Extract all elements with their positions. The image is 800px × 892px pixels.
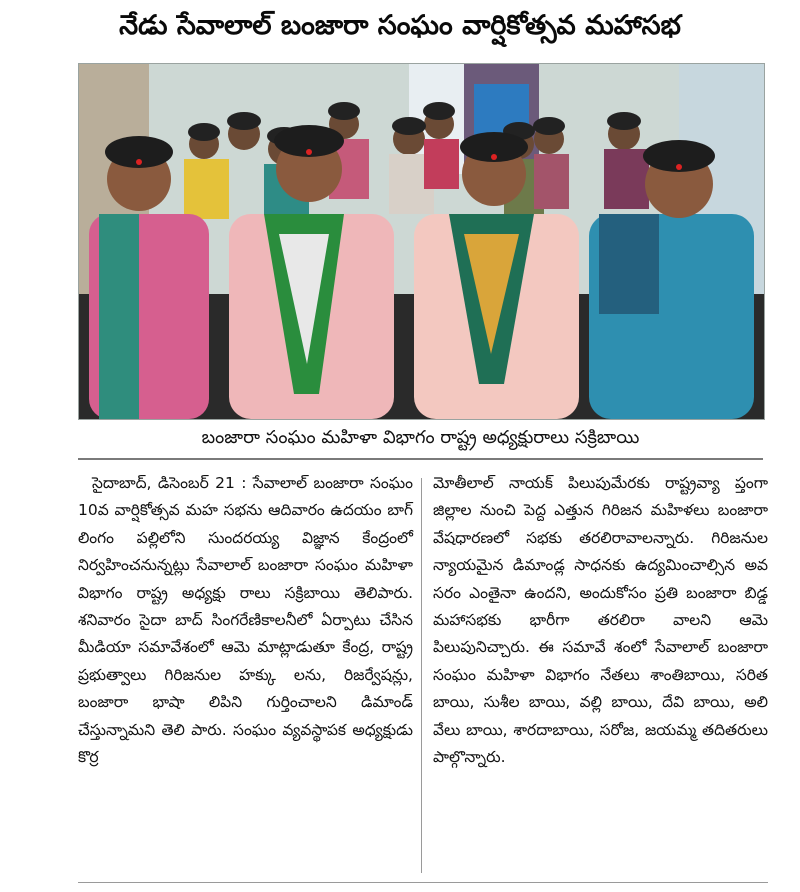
article-headline: నేడు సేవాలాల్ బంజారా సంఘం వార్షికోత్సవ మహాసభ bbox=[119, 10, 681, 41]
article-column-left bbox=[78, 470, 413, 771]
photo-caption: బంజారా సంఘం మహిళా విభాగం రాష్ట్ర అధ్యక్షురాలు సక్రిబాయి bbox=[78, 420, 763, 460]
column-divider bbox=[421, 478, 422, 873]
article-photo bbox=[78, 63, 765, 420]
bottom-rule bbox=[78, 882, 768, 883]
article-paragraph-right: మోతీలాల్ నాయక్ పిలుపుమేరకు రాష్ట్రవ్యా ప్తంగా జిల్లాల నుంచి పెద్ద ఎత్తున గిరిజన మహిళలు బంజారా వేషధారణలో సభకు తరలిరావాలన్నారు. గిరిజనుల న్యాయమైన డిమాండ్ల సాధనకు ఉద్యమించాల్సిన అవ సరం ఎంతైనా ఉందని, అందుకోసం ప్రతి బంజారా బిడ్డ మహాసభకు భారీగా తరలిరా వాలని ఆమె పిలుపునిచ్చారు. ఈ సమావే శంలో సేవాలాల్ బంజారా సంఘం మహిళా విభాగం నేతలు శాంతిబాయి, సరిత బాయి, సుశీల బాయి, వల్లి బాయి, దేవి బాయి, అలి వేలు బాయి, శారదాబాయి, సరోజ, జయమ్మ తదితరులు పాల్గొన్నారు. bbox=[433, 474, 768, 767]
article-paragraph-left: సైదాబాద్, డిసెంబర్ 21 : సేవాలాల్ బంజారా సంఘం 10వ వార్షికోత్సవ మహ సభను ఆదివారం ఉదయం బాగ్ లింగం పల్లిలోని సుందరయ్య విజ్ఞాన కేంద్రంలో నిర్వహించనున్నట్లు సేవాలాల్ బంజారా సంఘం మహిళా విభాగం రాష్ట్ర అధ్యక్షు రాలు సక్రిబాయి తెలిపారు. శనివారం సైదా బాద్ సింగరేణికాలనీలో ఏర్పాటు చేసిన మీడియా సమావేశంలో ఆమె మాట్లాడుతూ కేంద్ర, రాష్ట్ర ప్రభుత్వాలు గిరిజనుల హక్కు లను, రిజర్వేషన్లు, బంజారా భాషా లిపిని గుర్తించాలని డిమాండ్ చేస్తున్నామని తెలి పారు. సంఘం వ్యవస్థాపక అధ్యక్షుడు కొర్ర bbox=[78, 474, 413, 767]
group-photo-illustration bbox=[79, 64, 764, 419]
article-column-right bbox=[433, 470, 768, 771]
article-body bbox=[78, 470, 768, 880]
